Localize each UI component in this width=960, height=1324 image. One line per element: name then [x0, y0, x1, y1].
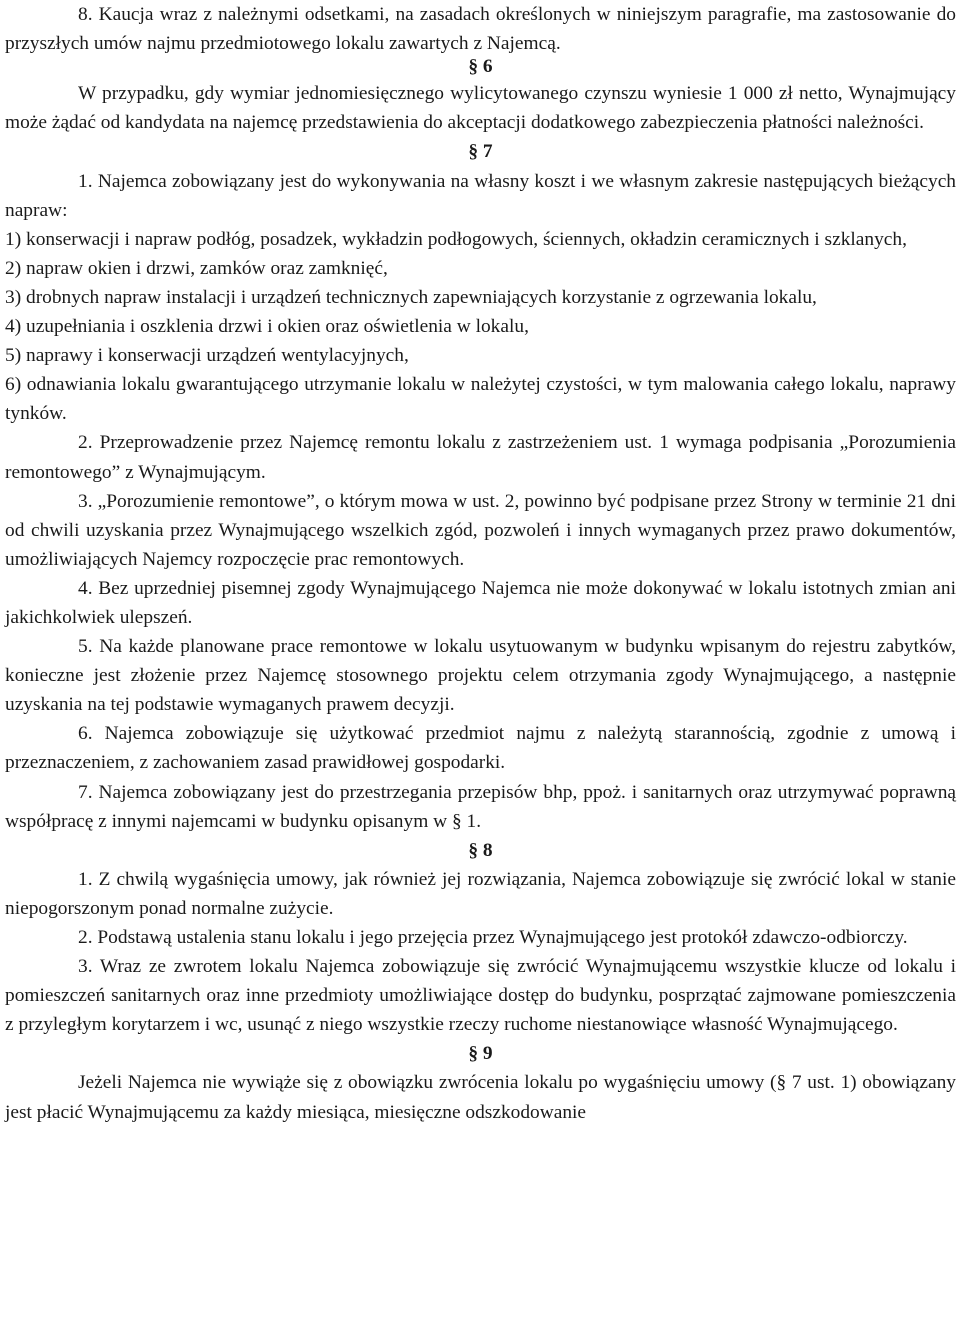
paragraph-8-point-1: 1. Z chwilą wygaśnięcia umowy, jak również jej rozwiązania, Najemca zobowiązuje się zwrócić lokal w stanie niepogorszonym ponad normalne zużycie. — [5, 868, 956, 919]
section-heading-7: § 7 — [468, 141, 493, 163]
section-heading-6: § 6 — [468, 56, 493, 78]
paragraph-7-point-3: 3. „Porozumienie remontowe”, o którym mowa w ust. 2, powinno być podpisane przez Strony w terminie 21 dni od chwili uzyskania przez Wynajmującego wszelkich zgód, pozwoleń i innych wymaganych przez prawo dokumentów, umożliwiających Najemcy rozpoczęcie prac remontowych. — [5, 490, 956, 570]
paragraph-7-point-7: 7. Najemca zobowiązany jest do przestrzegania przepisów bhp, ppoż. i sanitarnych oraz utrzymywać poprawną współpracę z innymi najemcami w budynku opisanym w § 1. — [5, 781, 956, 832]
list-item-7-1-2: 2) napraw okien i drzwi, zamków oraz zamknięć, — [5, 257, 388, 279]
paragraph-7-point-5: 5. Na każde planowane prace remontowe w lokalu usytuowanym w budynku wpisanym do rejestru zabytków, konieczne jest złożenie przez Najemcę stosownego projektu celem otrzymania zgody Wynajmującego, a następnie uzyskania na tej podstawie wymaganych prawem decyzji. — [5, 636, 956, 716]
paragraph-6: W przypadku, gdy wymiar jednomiesięcznego wylicytowanego czynszu wyniesie 1 000 zł netto, Wynajmujący może żądać od kandydata na najemcę przedstawienia do akceptacji dodatkowego zabezpieczenia płatności należności. — [5, 83, 956, 134]
list-item-7-1-1: 1) konserwacji i napraw podłóg, posadzek, wykładzin podłogowych, ściennych, okładzin ceramicznych i szklanych, — [5, 228, 907, 250]
document-page — [5, 0, 956, 1127]
paragraph-7-point-1: 1. Najemca zobowiązany jest do wykonywania na własny koszt i we własnym zakresie następujących bieżących napraw: — [5, 170, 956, 221]
paragraph-9: Jeżeli Najemca nie wywiąże się z obowiązku zwrócenia lokalu po wygaśnięciu umowy (§ 7 ust. 1) obowiązany jest płacić Wynajmującemu za każdy miesiąca, miesięczne odszkodowanie — [5, 1072, 956, 1123]
paragraph-7-point-4: 4. Bez uprzedniej pisemnej zgody Wynajmującego Najemca nie może dokonywać w lokalu istotnych zmian ani jakichkolwiek ulepszeń. — [5, 577, 956, 628]
paragraph-8-point-3: 3. Wraz ze zwrotem lokalu Najemca zobowiązuje się zwrócić Wynajmującemu wszystkie klucze od lokalu i pomieszczeń sanitarnych oraz inne przedmioty umożliwiające dostęp do budynku, posprzątać zajmowane pomieszczenia z przyległym korytarzem i wc, usunąć z niego wszystkie rzeczy ruchome niestanowiące własność Wynajmującego. — [5, 956, 956, 1036]
paragraph-7-point-6: 6. Najemca zobowiązuje się użytkować przedmiot najmu z należytą starannością, zgodnie z umową i przeznaczeniem, z zachowaniem zasad prawidłowej gospodarki. — [5, 723, 956, 774]
paragraph-8-point-2: 2. Podstawą ustalenia stanu lokalu i jego przejęcia przez Wynajmującego jest protokół zdawczo-odbiorczy. — [78, 927, 908, 948]
list-item-7-1-6: 6) odnawiania lokalu gwarantującego utrzymanie lokalu w należytej czystości, w tym malowania całego lokalu, naprawy tynków. — [5, 374, 956, 425]
paragraph-7-point-2: 2. Przeprowadzenie przez Najemcę remontu lokalu z zastrzeżeniem ust. 1 wymaga podpisania „Porozumienia remontowego” z Wynajmującym. — [5, 432, 956, 483]
paragraph-8-point-8: 8. Kaucja wraz z należnymi odsetkami, na zasadach określonych w niniejszym paragrafie, ma zastosowanie do przyszłych umów najmu przedmiotowego lokalu zawartych z Najemcą. — [5, 4, 956, 55]
section-heading-9: § 9 — [468, 1043, 493, 1065]
list-item-7-1-3: 3) drobnych napraw instalacji i urządzeń technicznych zapewniających korzystanie z ogrzewania lokalu, — [5, 286, 817, 308]
section-heading-8: § 8 — [468, 839, 493, 861]
list-item-7-1-4: 4) uzupełniania i oszklenia drzwi i okien oraz oświetlenia w lokalu, — [5, 316, 529, 338]
list-item-7-1-5: 5) naprawy i konserwacji urządzeń wentylacyjnych, — [5, 345, 409, 367]
